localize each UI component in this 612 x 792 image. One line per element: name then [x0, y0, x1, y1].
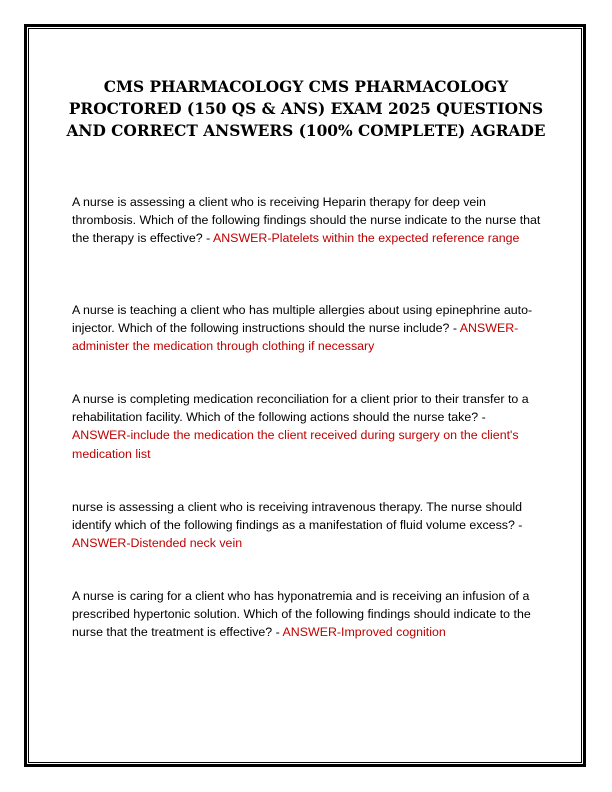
document-title: CMS PHARMACOLOGY CMS PHARMACOLOGY PROCTORED (150 QS & ANS) EXAM 2025 QUESTIONS AND CORRECT ANSWERS (100% COMPLETE) AGRADE — [66, 78, 546, 140]
question-text: A nurse is completing medication reconciliation for a client prior to their transfer to a rehabilitation facility. Which of the following actions should the nurse take? - — [72, 392, 529, 425]
question-text: nurse is assessing a client who is receiving intravenous therapy. The nurse should identify which of the following findings as a manifestation of fluid volume excess? - — [72, 500, 523, 533]
answer-text: ANSWER-administer the medication through clothing if necessary — [72, 321, 519, 354]
question-text: A nurse is assessing a client who is receiving Heparin therapy for deep vein thrombosis. Which of the following findings should the nurse indicate to the nurse that the therapy is effective? - — [72, 195, 541, 246]
qa-item — [72, 498, 542, 553]
qa-item — [72, 301, 542, 356]
qa-item — [72, 587, 542, 642]
answer-text: ANSWER-include the medication the client received during surgery on the client's medication list — [72, 428, 519, 461]
question-text: A nurse is teaching a client who has multiple allergies about using epinephrine auto-injector. Which of the following instructions should the nurse include? - — [72, 303, 533, 336]
answer-text: ANSWER-Distended neck vein — [72, 536, 243, 551]
qa-item — [72, 390, 542, 463]
answer-text: ANSWER-Improved cognition — [282, 625, 446, 640]
qa-item — [72, 193, 542, 248]
answer-text: ANSWER-Platelets within the expected reference range — [212, 231, 520, 246]
question-text: A nurse is caring for a client who has hyponatremia and is receiving an infusion of a prescribed hypertonic solution. Which of the following findings should indicate to the nurse that the treatment is effective? - — [72, 589, 531, 640]
